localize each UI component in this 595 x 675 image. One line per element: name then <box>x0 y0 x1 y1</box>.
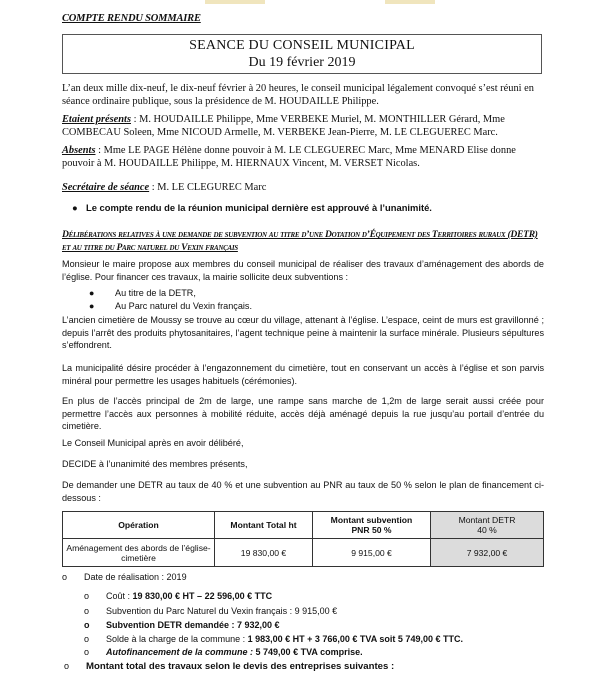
financing-table <box>62 511 544 567</box>
logo-fragment <box>385 0 435 4</box>
present-paragraph <box>62 113 542 140</box>
secretary-name: : M. LE CLEGUREC Marc <box>149 182 267 193</box>
paragraph-decision: DECIDE à l’unanimité des membres présents, <box>62 459 248 469</box>
circle-bullet-icon: o <box>84 647 90 657</box>
deliberation-title: Délibérations relatives à une demande de subvention au titre d’une Dotation d’Équipement des Territoires ruraux (DETR) et au titre du Parc naturel du Vexin français <box>62 229 538 253</box>
paragraph-deliberation: Le Conseil Municipal après en avoir délibéré, <box>62 438 244 448</box>
list-item: o Solde à la charge de la commune : 1 983,00 € HT + 3 766,00 € TVA soit 5 749,00 € TTC. <box>84 634 463 644</box>
table-row <box>63 539 544 567</box>
table-cell: 9 915,00 € <box>313 539 431 567</box>
list-item: ● Au Parc naturel du Vexin français. <box>89 301 252 311</box>
table-cell: 19 830,00 € <box>215 539 313 567</box>
meeting-date: Du 19 février 2019 <box>248 55 356 70</box>
header-label: COMPTE RENDU SOMMAIRE <box>62 13 201 24</box>
secretary-paragraph <box>62 181 542 194</box>
paragraph-proposal: Monsieur le maire propose aux membres du conseil municipal de réaliser des travaux d’aménagement des abords de l’église. Pour financer ces travaux, la mairie sollicite deux subventions : <box>62 259 544 282</box>
circle-bullet-icon: o <box>84 634 90 644</box>
list-item: o Autofinancement de la commune : 5 749,00 € TVA comprise. <box>84 647 363 657</box>
bullet-icon: ● <box>72 202 78 213</box>
list-item: ● Au titre de la DETR, <box>89 288 196 298</box>
absent-paragraph <box>62 144 542 171</box>
table-cell: Aménagement des abords de l’église-cimetière <box>63 539 215 567</box>
approval-statement: ● Le compte rendu de la réunion municipal dernière est approuvé à l’unanimité. <box>72 202 432 213</box>
paragraph-engazonnement: La municipalité désire procéder à l’engazonnement du cimetière, tout en conservant un accès à l’église et son parvis minéral pour permettre les usages habituels (cérémonies). <box>62 363 544 386</box>
paragraph-request: De demander une DETR au taux de 40 % et une subvention au PNR au taux de 50 % selon le plan de financement ci-dessous : <box>62 480 544 503</box>
list-item: o Date de réalisation : 2019 <box>62 572 187 582</box>
column-header: Opération <box>63 512 215 539</box>
list-item: o Coût : 19 830,00 € HT – 22 596,00 € TTC <box>84 591 273 601</box>
intro-paragraph: L’an deux mille dix-neuf, le dix-neuf février à 20 heures, le conseil municipal légalement convoqué s’est réuni en séance ordinaire publique, sous la présidence de M. HOUDAILLE Philippe. <box>62 83 534 108</box>
page-title: SEANCE DU CONSEIL MUNICIPAL <box>189 38 415 53</box>
secretary-label: Secrétaire de séance <box>62 182 150 193</box>
circle-bullet-icon: o <box>84 591 90 601</box>
circle-bullet-icon: o <box>84 620 90 630</box>
circle-bullet-icon: o <box>84 606 90 616</box>
circle-bullet-icon: o <box>64 661 70 671</box>
circle-bullet-icon: o <box>62 572 68 582</box>
bullet-icon: ● <box>89 301 95 311</box>
title-box <box>62 34 542 74</box>
list-item: o Subvention du Parc Naturel du Vexin français : 9 915,00 € <box>84 606 338 616</box>
table-header-row <box>63 512 544 539</box>
table-cell: 7 932,00 € <box>431 539 544 567</box>
column-header: Montant DETR 40 % <box>431 512 544 539</box>
column-header: Montant subvention PNR 50 % <box>313 512 431 539</box>
present-label: Etaient présents <box>62 114 131 125</box>
present-list: : M. HOUDAILLE Philippe, Mme VERBEKE Muriel, M. MONTHILLER Gérard, Mme COMBECAU Soleen, Mme NICOUD Armelle, M. VERBEKE Jean-Pierre, M. LE CLEGUEREC Marc. <box>62 114 505 139</box>
absent-list: : Mme LE PAGE Hélène donne pouvoir à M. LE CLEGUEREC Marc, Mme MENARD Elise donne pouvoir à M. HOUDAILLE Philippe, M. HIERNAUX Vincent, M. VERSET Nicolas. <box>62 145 516 170</box>
column-header: Montant Total ht <box>215 512 313 539</box>
list-item: o Subvention DETR demandée : 7 932,00 € <box>84 620 280 630</box>
bullet-icon: ● <box>89 288 95 298</box>
absent-label: Absents <box>62 145 96 156</box>
paragraph-access: En plus de l’accès principal de 2m de large, une rampe sans marche de 1,2m de large serait aussi créée pour permettre l’accès aux personnes à mobilité réduite, accès déjà aménagé depuis la rue jusqu’au portail d’entrée du cimetière. <box>62 396 544 432</box>
list-item: o Montant total des travaux selon le devis des entreprises suivantes : <box>64 661 395 672</box>
logo-fragment <box>205 0 265 4</box>
paragraph-cemetery: L’ancien cimetière de Moussy se trouve au cœur du village, attenant à l’église. L’espace, ceint de murs est gravillonné ; depuis l’arrêt des produits phytosanitaires, l’agent technique peine à maintenir la surface minérale. Plusieurs sépultures s’effondrent. <box>62 315 544 351</box>
